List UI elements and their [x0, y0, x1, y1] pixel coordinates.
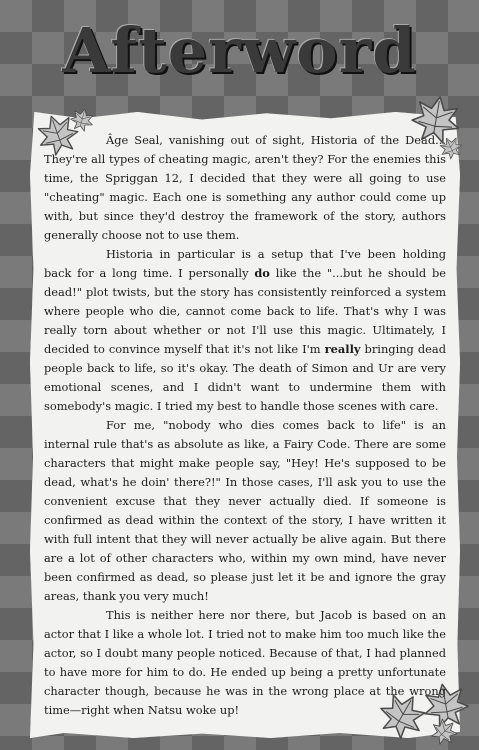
emphasized-text: do	[254, 266, 270, 280]
paragraph	[44, 245, 446, 416]
paragraph	[44, 606, 446, 720]
paragraph-text: Historia in particular is a setup that I've been holding back for a long time. I personally	[44, 247, 446, 280]
afterword-body	[44, 131, 446, 720]
paragraph-text: This is neither here nor there, but Jacob is based on an actor that I like a whole lot. I tried not to make him too much like the actor, so I doubt many people noticed. Because of that, I had planned to have more for him to do. He ended up being a pretty unfortunate character though, because he was in the wrong place at the wrong time—right when Natsu woke up!	[44, 608, 446, 717]
page-title: Afterword	[62, 14, 417, 87]
paragraph-text: like the "...but he should be dead!" plot twists, but the story has consistently reinforced a system where people who die, cannot come back to life. That's why I was really torn about whether or not I'll use this magic. Ultimately, I decided to convince myself that it's not like I'm	[44, 266, 446, 356]
paragraph	[44, 416, 446, 606]
paragraph-text: bringing dead people back to life, so it's okay. The death of Simon and Ur are very emotional scenes, and I didn't want to undermine them with somebody's magic. I tried my best to handle those scenes with care.	[44, 342, 446, 413]
paragraph	[44, 131, 446, 245]
paragraph-text: For me, "nobody who dies comes back to life" is an internal rule that's as absolute as like, a Fairy Code. There are some characters that might make people say, "Hey! He's supposed to be dead, what's he doin' there?!" In those cases, I'll ask you to use the convenient excuse that they never actually died. If someone is confirmed as dead within the context of the story, I have written it with full intent that they will never actually be alive again. But there are a lot of other characters who, within my own mind, have never been confirmed as dead, so please just let it be and ignore the gray areas, thank you very much!	[44, 418, 446, 603]
paragraph-text: Âge Seal, vanishing out of sight, Historia of the Dead... They're all types of cheating magic, aren't they? For the enemies this time, the Spriggan 12, I decided that they were all going to use "cheating" magic. Each one is something any author could come up with, but since they'd destroy the framework of the story, authors generally choose not to use them.	[44, 133, 446, 242]
emphasized-text: really	[324, 342, 361, 356]
